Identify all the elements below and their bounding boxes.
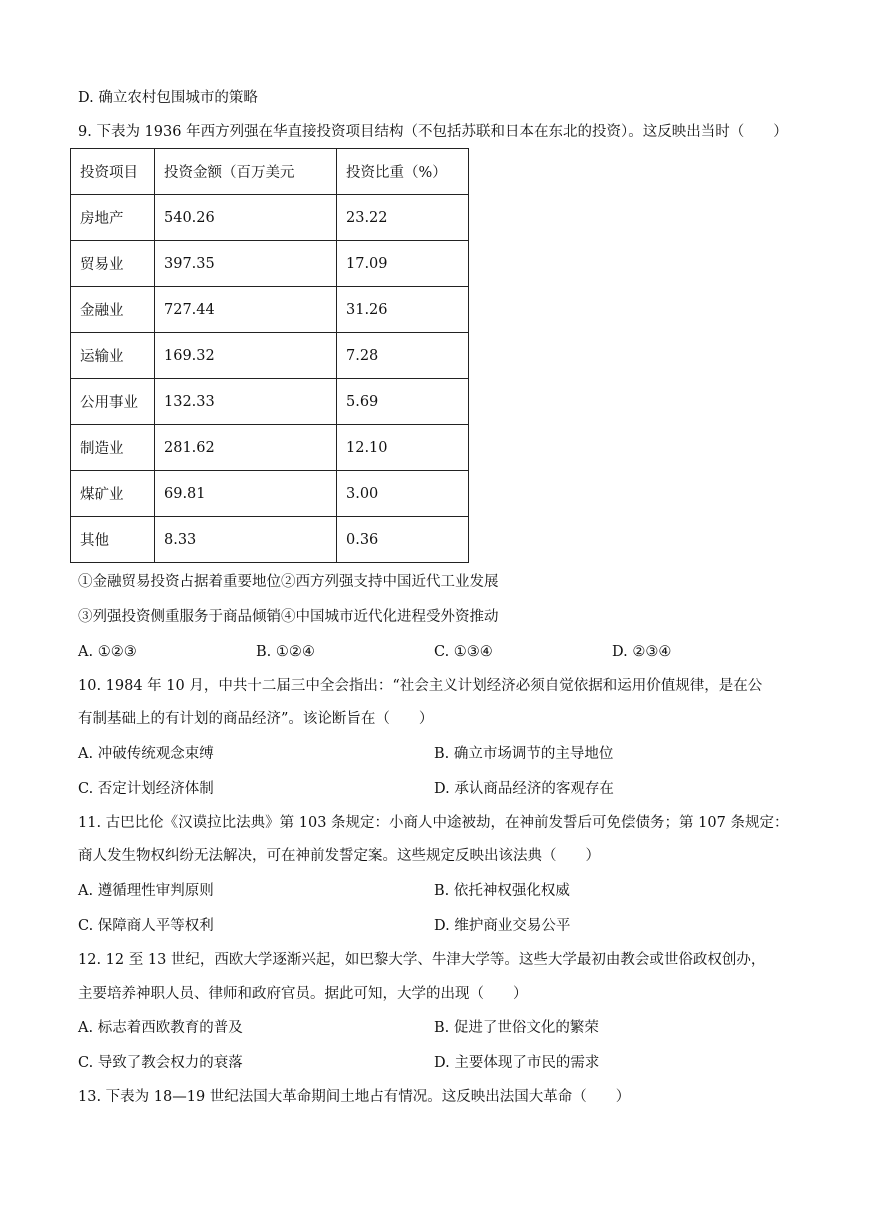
investment-table <box>70 148 469 563</box>
table-cell: 727.44 <box>155 287 337 333</box>
q11-option-a[interactable]: A. 遵循理性审判原则 <box>78 883 214 899</box>
table-cell: 房地产 <box>71 195 155 241</box>
table-cell: 540.26 <box>155 195 337 241</box>
q9-option-a[interactable]: A. ①②③ <box>78 644 137 660</box>
table-cell: 公用事业 <box>71 379 155 425</box>
q9-stem: 9. 下表为 1936 年西方列强在华直接投资项目结构（不包括苏联和日本在东北的投资）。这反映出当时（ ） <box>78 124 788 140</box>
q11-option-c[interactable]: C. 保障商人平等权利 <box>78 918 214 934</box>
q12-option-b[interactable]: B. 促进了世俗文化的繁荣 <box>434 1020 599 1036</box>
q13-stem: 13. 下表为 18—19 世纪法国大革命期间土地占有情况。这反映出法国大革命（ ） <box>78 1089 631 1105</box>
q10-option-b[interactable]: B. 确立市场调节的主导地位 <box>434 746 614 762</box>
table-cell: 169.32 <box>155 333 337 379</box>
table-cell: 3.00 <box>337 471 469 517</box>
table-row <box>71 379 469 425</box>
table-row <box>71 241 469 287</box>
table-cell: 23.22 <box>337 195 469 241</box>
table-cell: 其他 <box>71 517 155 563</box>
q12-stem-line-1: 12. 12 至 13 世纪，西欧大学逐渐兴起，如巴黎大学、牛津大学等。这些大学最初由教会或世俗政权创办， <box>78 952 766 968</box>
q9-option-c[interactable]: C. ①③④ <box>434 644 493 660</box>
table-cell: 12.10 <box>337 425 469 471</box>
header-share: 投资比重（%） <box>337 149 469 195</box>
q9-option-d[interactable]: D. ②③④ <box>612 644 672 660</box>
q11-stem-line-1: 11. 古巴比伦《汉谟拉比法典》第 103 条规定：小商人中途被劫，在神前发誓后可免偿债务；第 107 条规定： <box>78 815 789 831</box>
table-row <box>71 333 469 379</box>
q10-option-d[interactable]: D. 承认商品经济的客观存在 <box>434 781 614 797</box>
table-row <box>71 425 469 471</box>
header-amount: 投资金额（百万美元 <box>155 149 337 195</box>
table-cell: 运输业 <box>71 333 155 379</box>
table-cell: 金融业 <box>71 287 155 333</box>
table-cell: 132.33 <box>155 379 337 425</box>
q11-option-d[interactable]: D. 维护商业交易公平 <box>434 918 571 934</box>
q10-stem-line-1: 10. 1984 年 10 月，中共十二届三中全会指出：“社会主义计划经济必须自觉依据和运用价值规律，是在公 <box>78 678 763 694</box>
header-item: 投资项目 <box>71 149 155 195</box>
table-cell: 7.28 <box>337 333 469 379</box>
table-row <box>71 471 469 517</box>
q8-option-d: D. 确立农村包围城市的策略 <box>78 90 258 106</box>
q10-stem-line-2: 有制基础上的有计划的商品经济”。该论断旨在（ ） <box>78 711 434 727</box>
table-cell: 397.35 <box>155 241 337 287</box>
table-cell: 0.36 <box>337 517 469 563</box>
table-cell: 281.62 <box>155 425 337 471</box>
table-cell: 8.33 <box>155 517 337 563</box>
table-header-row <box>71 149 469 195</box>
table-cell: 17.09 <box>337 241 469 287</box>
table-row <box>71 517 469 563</box>
q10-option-c[interactable]: C. 否定计划经济体制 <box>78 781 214 797</box>
table-cell: 69.81 <box>155 471 337 517</box>
table-row <box>71 287 469 333</box>
table-cell: 贸易业 <box>71 241 155 287</box>
q10-option-a[interactable]: A. 冲破传统观念束缚 <box>78 746 214 762</box>
table-row <box>71 195 469 241</box>
q12-stem-line-2: 主要培养神职人员、律师和政府官员。据此可知，大学的出现（ ） <box>78 986 528 1002</box>
table-cell: 煤矿业 <box>71 471 155 517</box>
q11-option-b[interactable]: B. 依托神权强化权威 <box>434 883 570 899</box>
q12-option-c[interactable]: C. 导致了教会权力的衰落 <box>78 1055 243 1071</box>
q9-option-b[interactable]: B. ①②④ <box>256 644 315 660</box>
table-cell: 31.26 <box>337 287 469 333</box>
table-cell: 5.69 <box>337 379 469 425</box>
q9-statements-line-2: ③列强投资侧重服务于商品倾销④中国城市近代化进程受外资推动 <box>78 609 499 625</box>
q9-statements-line-1: ①金融贸易投资占据着重要地位②西方列强支持中国近代工业发展 <box>78 574 499 590</box>
q11-stem-line-2: 商人发生物权纠纷无法解决，可在神前发誓定案。这些规定反映出该法典（ ） <box>78 848 600 864</box>
table-cell: 制造业 <box>71 425 155 471</box>
q12-option-d[interactable]: D. 主要体现了市民的需求 <box>434 1055 600 1071</box>
q12-option-a[interactable]: A. 标志着西欧教育的普及 <box>78 1020 243 1036</box>
